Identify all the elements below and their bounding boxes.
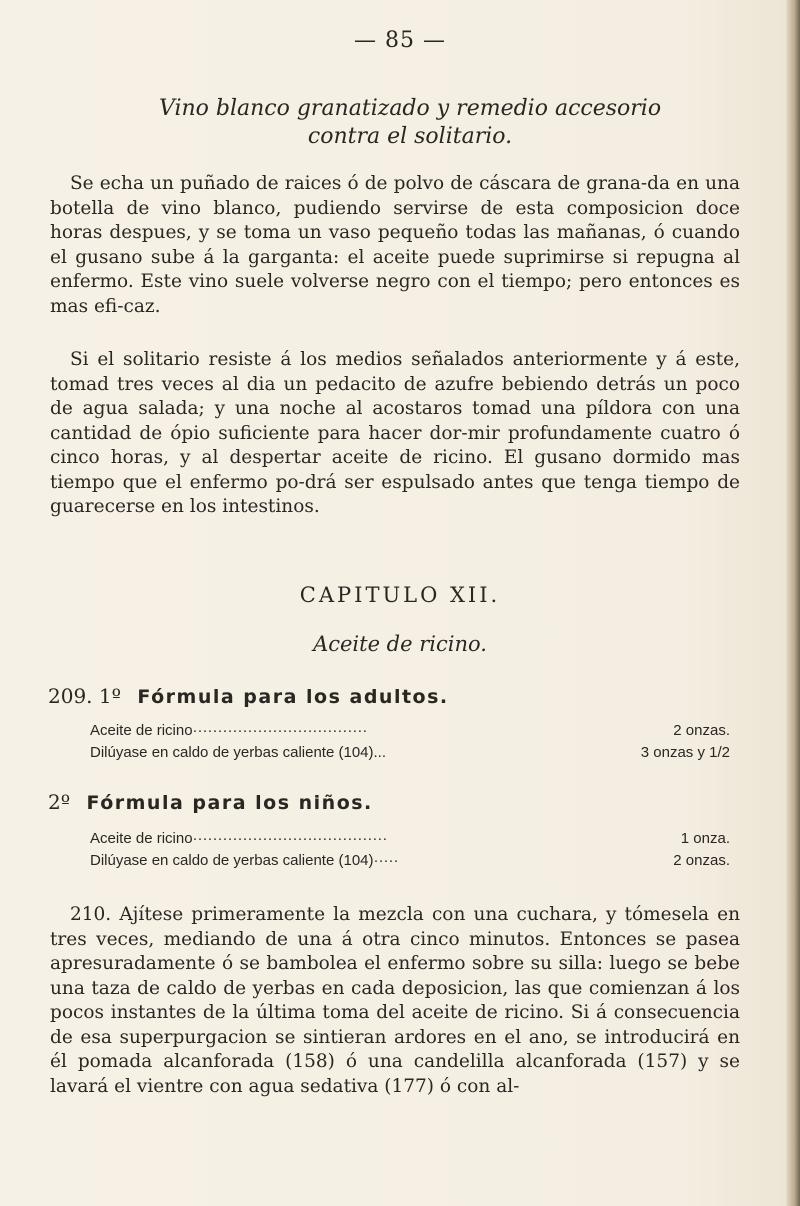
formula-children-number: 2º <box>48 790 71 814</box>
paragraph-210: 210. Ajítese primeramente la mezcla con una cuchara, y tómesela en tres veces, mediando de una á otra cinco minutos. Entonces se pasea apresuradamente ó se bambolea el enfermo sobre su silla: luego se bebe una taza de caldo de yerbas en cada deposicion, las que comienzan á los pocos instantes de la última toma del aceite de ricino. Si á consecuencia de esa superpurgacion se sintieran ardores en el ano, se introducirá en él pomada alcanforada (158) ó una candelilla alcanforada (157) y se lavará el vientre con agua sedativa (177) ó con al- <box>50 904 740 1097</box>
paragraph-wine-remedy: Se echa un puñado de raices ó de polvo de cáscara de grana-da en una botella de vino blanco, pudiendo servirse de esta composicion doce horas despues, y se toma un vaso pequeño todas las mañanas, ó cuando el gusano sube á la garganta: el aceite puede suprimirse si repugna al enfermo. Este vino suele volverse negro con el tiempo; pero entonces es mas efi-caz. <box>50 173 740 317</box>
section-title-line1: Vino blanco granatizado y remedio accesorio <box>158 96 662 121</box>
recipe-row <box>90 720 730 742</box>
formula-children-recipe <box>90 828 730 872</box>
paragraph-solitario: Si el solitario resiste á los medios señalados anteriormente y á este, tomad tres veces al dia un pedacito de azufre bebiendo detrás un poco de agua salada; y una noche al acostaros tomad una píldora con una cantidad de ópio suficiente para hacer dor-mir profundamente cuatro ó cinco horas, y al despertar aceite de ricino. El gusano dormido mas tiempo que el enfermo po-drá ser espulsado antes que tenga tiempo de guarecerse en los intestinos. <box>50 349 740 517</box>
chapter-heading: CAPITULO XII. <box>299 583 501 607</box>
recipe-ingredient: Dilúyase en caldo de yerbas caliente (104)... <box>90 744 387 761</box>
section-title-line2: contra el solitario. <box>307 124 513 149</box>
recipe-quantity: 2 onzas. <box>673 722 730 739</box>
recipe-quantity: 3 onzas y 1/2 <box>640 744 730 761</box>
formula-children-title: Fórmula para los niños. <box>86 792 373 814</box>
recipe-ingredient: Aceite de ricino······································· <box>90 830 388 847</box>
recipe-row <box>90 828 730 850</box>
chapter-title: Aceite de ricino. <box>313 632 487 656</box>
formula-adults-recipe <box>90 720 730 764</box>
formula-adults-heading <box>48 684 449 708</box>
recipe-ingredient: Dilúyase en caldo de yerbas caliente (104)····· <box>90 852 399 869</box>
formula-adults-number: 209. 1º <box>48 684 122 708</box>
page-number: — 85 — <box>354 28 446 53</box>
recipe-quantity: 1 onza. <box>680 830 730 847</box>
recipe-row <box>90 850 730 872</box>
recipe-ingredient: Aceite de ricino··································· <box>90 722 368 739</box>
recipe-row <box>90 742 730 764</box>
formula-children-heading <box>48 790 373 814</box>
recipe-quantity: 2 onzas. <box>673 852 730 869</box>
formula-adults-title: Fórmula para los adultos. <box>137 686 449 708</box>
